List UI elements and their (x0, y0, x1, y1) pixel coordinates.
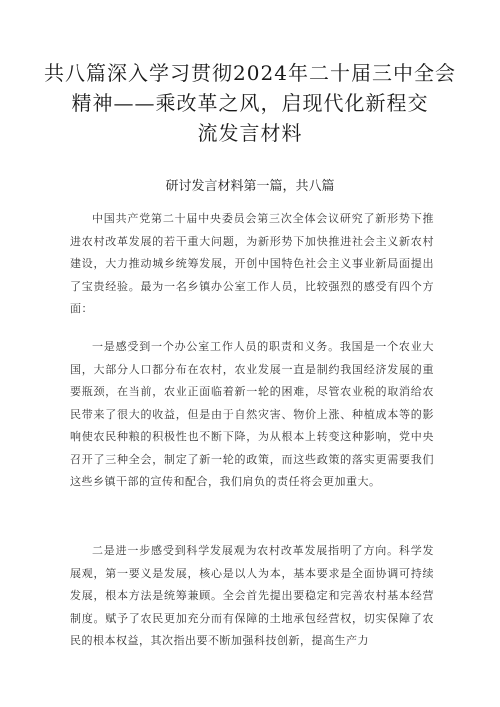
paragraph-point-one: 一是感受到一个办公室工作人员的职责和义务。我国是一个农业大国，大部分人口都分布在农村，农业发展一直是制约我国经济发展的重要瓶颈，在当前，农业正面临着新一轮的困难，尽管农业税的取消给农民带来了很大的收益，但是由于自然灾害、物价上涨、种植成本等的影响使农民种粮的积极性也不断下降，为从根本上转变这种影响，党中央召开了三种全会，制定了新一轮的政策，而这些政策的落实更需要我们这些乡镇干部的宣传和配合，我们肩负的责任将会更加重大。 (70, 340, 434, 488)
paragraph-intro: 中国共产党第二十届中央委员会第三次全体会议研究了新形势下推进农村改革发展的若干重大问题，为新形势下加快推进社会主义新农村建设，大力推动城乡统筹发展，开创中国特色社会主义事业新局面提出了宝贵经验。最为一名乡镇办公室工作人员，比较强烈的感受有四个方面： (70, 212, 434, 315)
document-title (40, 58, 460, 148)
section-heading: 研讨发言材料第一篇，共八篇 (165, 179, 335, 194)
title-line-1: 共八篇深入学习贯彻2024年二十届三中全会 (44, 61, 456, 85)
title-line-2: 精神——乘改革之风，启现代化新程交 (71, 91, 429, 115)
paragraph-point-two: 二是进一步感受到科学发展观为农村改革发展指明了方向。科学发展观，第一要义是发展，核心是以人为本，基本要求是全面协调可持续发展，根本方法是统筹兼顾。全会首先提出要稳定和完善农村基本经营制度。赋予了农民更加充分而有保障的土地承包经营权，切实保障了农民的根本权益，其次指出要不断加强科技创新，提高生产力 (70, 544, 434, 647)
title-line-3: 流发言材料 (197, 121, 303, 145)
